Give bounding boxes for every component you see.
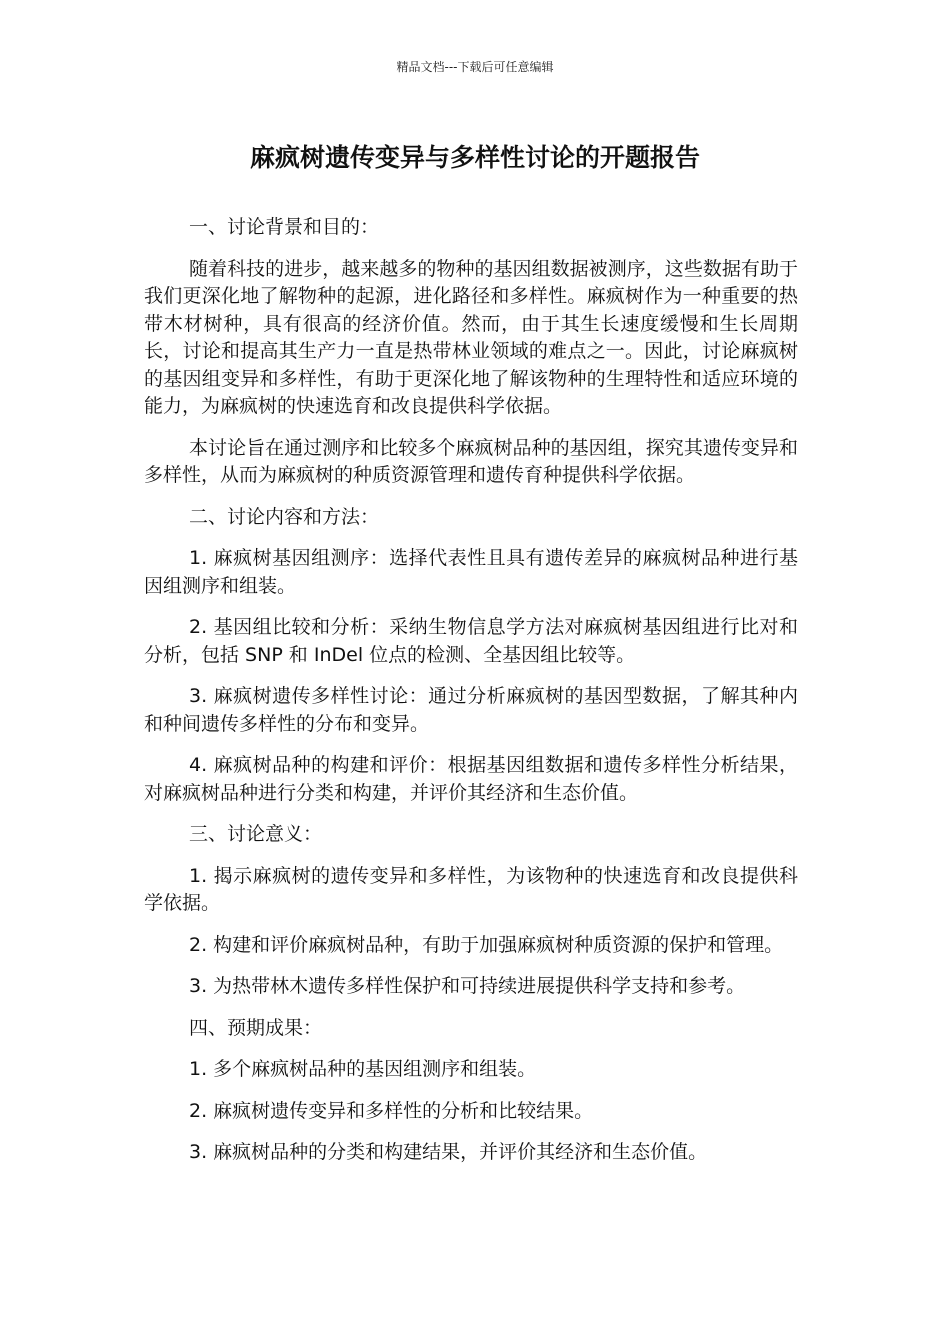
- list-item-outcome-1: 1. 多个麻疯树品种的基因组测序和组装。: [189, 1058, 537, 1080]
- page-header: 精品文档---下载后可任意编辑: [396, 60, 554, 74]
- list-item-outcome-2: 2. 麻疯树遗传变异和多样性的分析和比较结果。: [189, 1099, 594, 1122]
- list-item-method-1: 1. 麻疯树基因组测序：选择代表性且具有遗传差异的麻疯树品种进行基因组测序和组装。: [144, 547, 798, 597]
- list-item-outcome-3: 3. 麻疯树品种的分类和构建结果，并评价其经济和生态价值。: [189, 1141, 708, 1163]
- section-heading-significance: 三、讨论意义：: [189, 823, 323, 845]
- list-item-significance-1: 1. 揭示麻疯树的遗传变异和多样性，为该物种的快速选育和改良提供科学依据。: [144, 864, 798, 914]
- document-title: 麻疯树遗传变异与多样性讨论的开题报告: [249, 143, 700, 172]
- section-heading-methods: 二、讨论内容和方法：: [189, 505, 380, 528]
- document-body: [144, 214, 798, 1181]
- paragraph-purpose: 本讨论旨在通过测序和比较多个麻疯树品种的基因组，探究其遗传变异和多样性，从而为麻疯树的种质资源管理和遗传育种提供科学依据。: [144, 436, 798, 486]
- list-item-significance-3: 3. 为热带林木遗传多样性保护和可持续进展提供科学支持和参考。: [189, 975, 746, 997]
- list-item-method-4: 4. 麻疯树品种的构建和评价：根据基因组数据和遗传多样性分析结果，对麻疯树品种进行分类和构建，并评价其经济和生态价值。: [144, 754, 798, 804]
- section-heading-outcomes: 四、预期成果：: [189, 1016, 323, 1039]
- list-item-significance-2: 2. 构建和评价麻疯树品种，有助于加强麻疯树种质资源的保护和管理。: [189, 933, 784, 956]
- paragraph-background: 随着科技的进步，越来越多的物种的基因组数据被测序，这些数据有助于我们更深化地了解物种的起源，进化路径和多样性。麻疯树作为一种重要的热带木材树种，具有很高的经济价值。然而，由于其生长速度缓慢和生长周期长，讨论和提高其生产力一直是热带林业领域的难点之一。因此，讨论麻疯树的基因组变异和多样性，有助于更深化地了解该物种的生理特性和适应环境的能力，为麻疯树的快速选育和改良提供科学依据。: [144, 257, 798, 417]
- list-item-method-2: 2. 基因组比较和分析：采纳生物信息学方法对麻疯树基因组进行比对和分析，包括 SNP 和 InDel 位点的检测、全基因组比较等。: [144, 616, 798, 666]
- list-item-method-3: 3. 麻疯树遗传多样性讨论：通过分析麻疯树的基因型数据，了解其种内和种间遗传多样性的分布和变异。: [144, 685, 798, 735]
- section-heading-background: 一、讨论背景和目的：: [189, 216, 380, 238]
